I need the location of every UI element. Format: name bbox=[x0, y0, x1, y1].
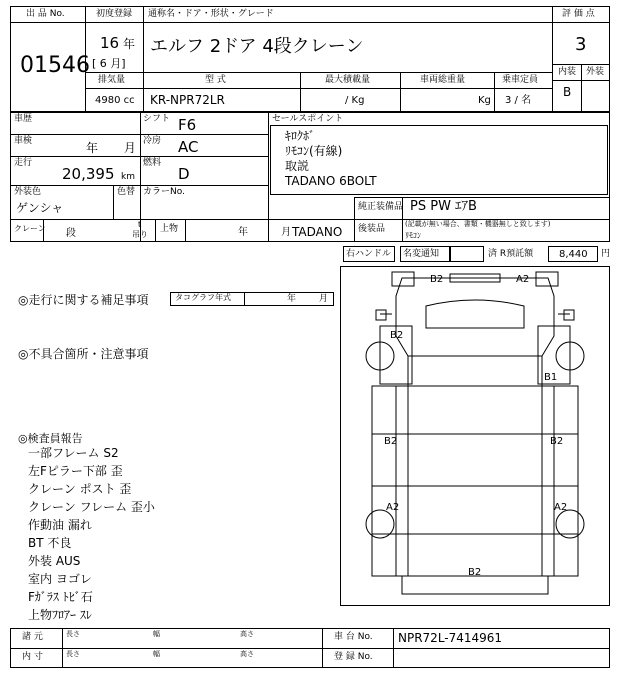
damage-mark: B1 bbox=[544, 372, 558, 383]
ac-label: 冷房 bbox=[143, 136, 162, 146]
mileage-label: 走行 bbox=[14, 158, 33, 168]
reg-year: 16 bbox=[100, 34, 120, 52]
capacity-value: 3 / 名 bbox=[505, 95, 532, 106]
damage-mark: A2 bbox=[516, 274, 530, 285]
color-change-label: 色替 bbox=[117, 187, 136, 197]
gross-weight-label: 車両総重量 bbox=[420, 75, 466, 85]
damage-mark: B2 bbox=[468, 567, 482, 578]
color-label: 外装色 bbox=[14, 187, 42, 197]
aftermarket-label: 後装品 bbox=[358, 224, 386, 234]
crane-hoist: 吊り bbox=[132, 230, 148, 239]
inspection-value: 年 月 bbox=[86, 141, 136, 155]
interior-score: B bbox=[563, 85, 572, 99]
km-unit: km bbox=[121, 172, 135, 182]
damage-mark: A2 bbox=[386, 502, 400, 513]
inspector-heading: ◎検査員報告 bbox=[18, 432, 83, 445]
height-label: 高さ bbox=[240, 650, 254, 658]
model-code-label: 型 式 bbox=[205, 75, 226, 85]
lot-label: 出 品 No. bbox=[26, 9, 65, 19]
inspector-line: 一部フレーム S2 bbox=[28, 446, 119, 460]
mileage-value: 20,395 bbox=[62, 165, 115, 183]
model-code-value: KR-NPR72LR bbox=[150, 93, 225, 107]
specs-label: 諸 元 bbox=[22, 632, 43, 642]
color-value: ゲンシャ bbox=[16, 201, 64, 215]
first-reg-label: 初度登録 bbox=[96, 9, 133, 19]
shift-label: シフト bbox=[143, 114, 171, 124]
exterior-label: 外装 bbox=[586, 67, 605, 77]
dimensions-label: 内 寸 bbox=[22, 652, 43, 662]
crane-t: t bbox=[138, 220, 142, 229]
damage-mark: B2 bbox=[390, 330, 404, 341]
max-load-label: 最大積載量 bbox=[325, 75, 371, 85]
ac-value: AC bbox=[178, 138, 199, 156]
driving-note-heading: ◎走行に関する補足事項 bbox=[18, 293, 149, 307]
nameplate-check bbox=[450, 246, 484, 262]
damage-mark: A2 bbox=[554, 502, 568, 513]
length-label: 長さ bbox=[66, 630, 80, 638]
sales-point-line: TADANO 6BOLT bbox=[285, 174, 377, 188]
fuel-label: 燃料 bbox=[143, 158, 162, 168]
displacement-value: 4980 cc bbox=[95, 95, 135, 106]
tacho-value: 年 月 bbox=[287, 294, 328, 304]
steering-value: 右ハンドル bbox=[346, 249, 392, 259]
crane-steps: 段 bbox=[66, 228, 76, 239]
year-unit: 年 bbox=[123, 37, 136, 51]
inspector-line: 上物ﾌﾛｱｰ ｽﾚ bbox=[28, 608, 92, 622]
interior-label: 内装 bbox=[558, 67, 577, 77]
inspector-line: 左Fピラー下部 歪 bbox=[28, 464, 123, 478]
inspector-line: BT 不良 bbox=[28, 536, 72, 550]
gross-weight-value: Kg bbox=[478, 95, 491, 106]
inspector-line: クレーン フレーム 歪小 bbox=[28, 500, 155, 514]
reg-month: [ 6 月] bbox=[92, 57, 126, 70]
aftermarket-value: ﾘﾓｺﾝ bbox=[405, 231, 421, 240]
truck-diagram bbox=[340, 266, 610, 606]
model-name-label: 通称名・ドア・形状・グレード bbox=[148, 9, 274, 19]
shift-value: F6 bbox=[178, 116, 197, 134]
width-label: 幅 bbox=[153, 630, 160, 638]
upper-maker: TADANO bbox=[292, 225, 343, 239]
color-no-label: カラーNo. bbox=[143, 187, 185, 197]
lot-number: 01546 bbox=[20, 53, 90, 78]
deposit-value: 8,440 bbox=[559, 249, 588, 260]
crane-label: クレーン bbox=[14, 224, 46, 233]
sales-points-label: セールスポイント bbox=[272, 114, 344, 124]
capacity-label: 乗車定員 bbox=[502, 75, 539, 85]
damage-mark: B2 bbox=[430, 274, 444, 285]
length-label: 長さ bbox=[66, 650, 80, 658]
inspector-line: クレーン ポスト 歪 bbox=[28, 482, 132, 496]
fuel-value: D bbox=[178, 165, 190, 183]
width-label: 幅 bbox=[153, 650, 160, 658]
sales-point-line: 取説 bbox=[285, 159, 310, 173]
inspector-line: 作動油 漏れ bbox=[28, 518, 92, 532]
history-label: 車歴 bbox=[14, 114, 33, 124]
deposit-label: 済 R預託額 bbox=[488, 249, 534, 259]
sales-point-line: ﾘﾓｺﾝ(有線) bbox=[285, 144, 343, 158]
yen-unit: 円 bbox=[601, 249, 611, 259]
grade-score: 3 bbox=[575, 34, 587, 55]
upper-label: 上物 bbox=[160, 224, 179, 234]
registration-label: 登 録 No. bbox=[334, 652, 373, 662]
height-label: 高さ bbox=[240, 630, 254, 638]
chassis-label: 車 台 No. bbox=[334, 632, 373, 642]
max-load-value: / Kg bbox=[345, 95, 365, 106]
inspection-label: 車検 bbox=[14, 136, 33, 146]
defects-heading: ◎不具合箇所・注意事項 bbox=[18, 347, 149, 361]
model-name: エルフ 2ドア 4段クレーン bbox=[150, 36, 364, 57]
tacho-label: タコグラフ年式 bbox=[175, 293, 231, 302]
damage-mark: B2 bbox=[550, 436, 564, 447]
chassis-value: NPR72L-7414961 bbox=[398, 631, 503, 645]
nameplate-label: 名変通知 bbox=[403, 249, 440, 259]
grade-label: 評 価 点 bbox=[562, 9, 595, 19]
inspector-line: 室内 ヨゴレ bbox=[28, 572, 92, 586]
sales-point-line: ｷﾛｸﾎﾞ bbox=[285, 129, 316, 143]
displacement-label: 排気量 bbox=[98, 75, 126, 85]
equipment-label: 純正装備品 bbox=[358, 202, 404, 212]
upper-date: 年 月 bbox=[238, 227, 292, 238]
inspector-line: Fｶﾞﾗｽ ﾄﾋﾞ石 bbox=[28, 590, 93, 604]
aftermarket-note: (記載が無い場合、書類・機器無しと致します) bbox=[405, 220, 551, 228]
damage-mark: B2 bbox=[384, 436, 398, 447]
equipment-value: PS PW ｴｱB bbox=[410, 199, 477, 214]
inspector-line: 外装 AUS bbox=[28, 554, 81, 568]
